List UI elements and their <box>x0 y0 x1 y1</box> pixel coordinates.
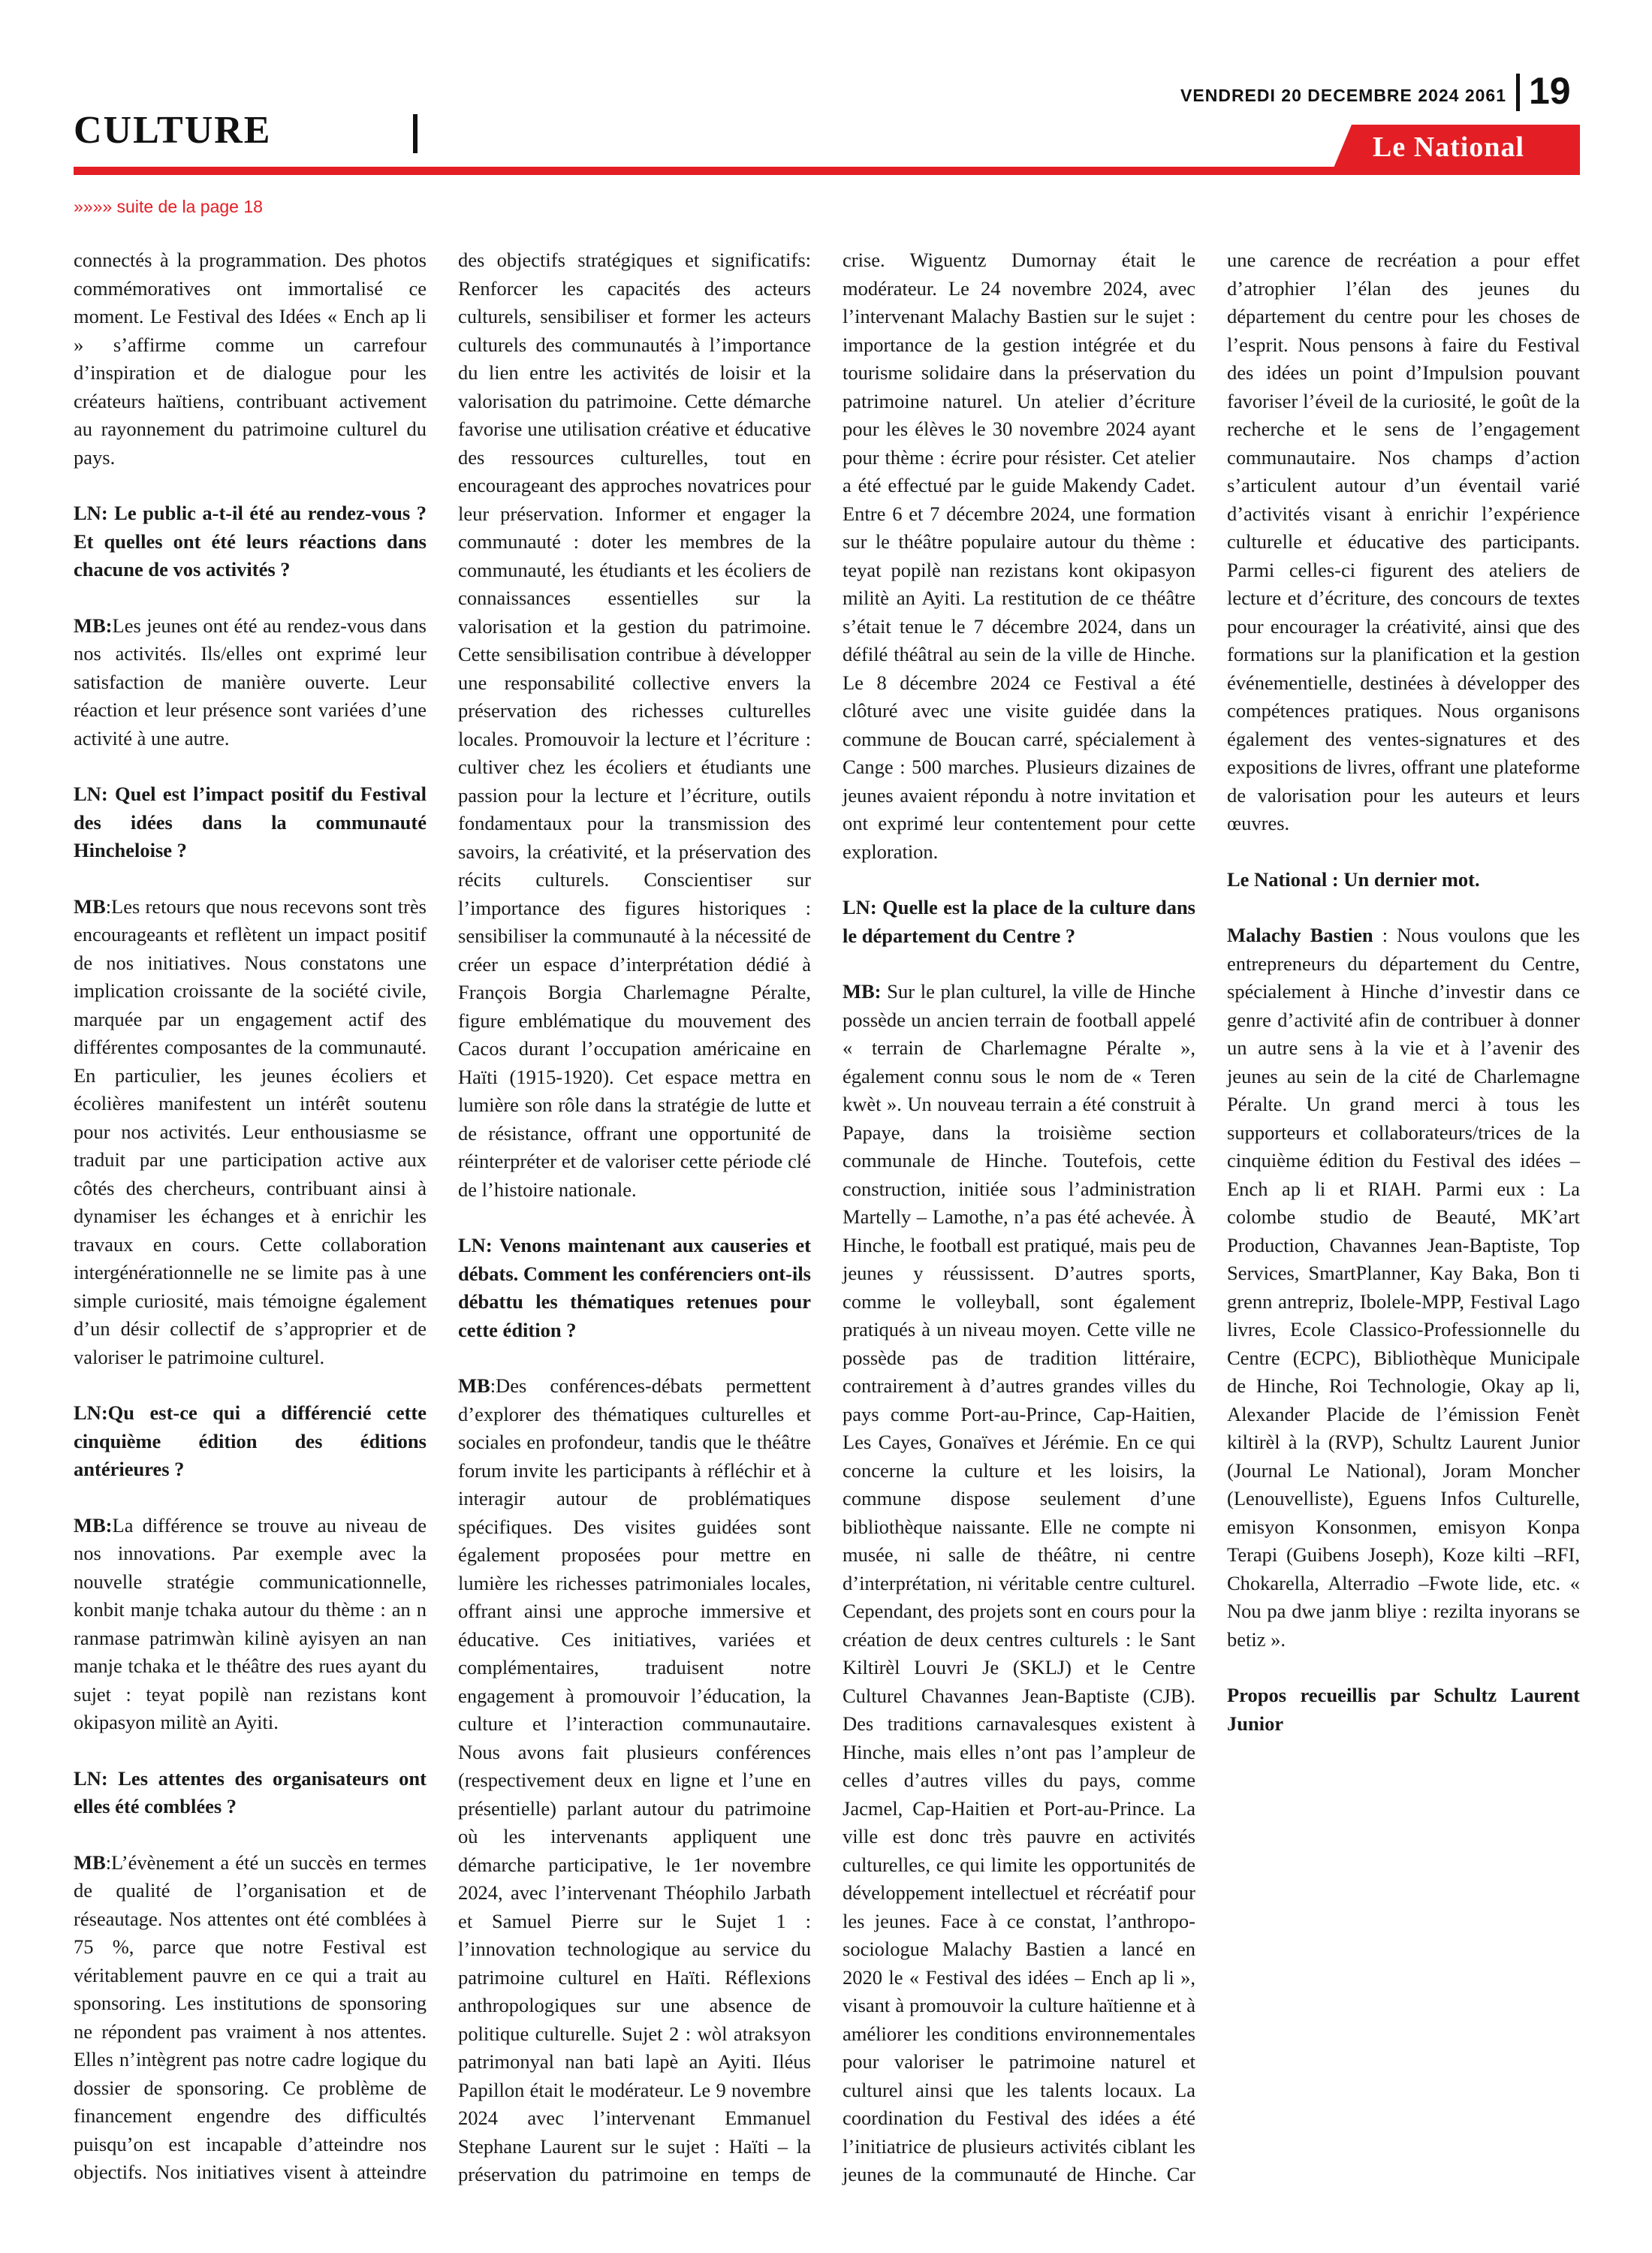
speaker-label: MB: <box>74 1513 113 1537</box>
page-header <box>0 0 1652 225</box>
speaker-label: MB <box>74 1850 106 1874</box>
answer-text: :Les retours que nous recevons sont très encourageants et reflètent un impact positif de nos initiatives. Nous constatons une implication croissante de la société civile, marquée par un engagement actif des différentes composantes de la communauté. En particulier, les jeunes écoliers et écolières manifestent un intérêt soutenu pour nos activités. Leur enthousiasme se traduit par une participation active aux côtés des chercheurs, contribuant ainsi à dynamiser les échanges et à enrichir les travaux en cours. Cette collaboration intergénérationnelle ne se limite pas à une simple curiosité, mais témoigne également d’un désir collectif de s’approprier et de valoriser le patrimoine culturel. <box>74 894 427 1368</box>
answer-text: : Nous voulons que les entrepreneurs du département du Centre, spécialement à Hinche d’investir dans ce genre d’activité afin de contribuer à donner un autre sens à la vie et à l’avenir des jeunes au sein de la cité de Charlemagne Péralte. Un grand merci à tous les supporteurs et collaborateurs/trices de la cinquième édition du Festival des idées –Ench ap li et RIAH. Parmi eux : La colombe studio de Beauté, MK’art Production, Chavannes Jean-Baptiste, Top Services, SmartPlanner, Kay Baka, Bon ti grenn antrepriz, Ibolele-MPP, Festival Lago livres, Ecole Classico-Professionnelle du Centre (ECPC), Bibliothèque Municipale de Hinche, Roi Technologie, Okay ap li, Alexander Placide de l’émission Fenèt kiltirèl à la (RVP), Schultz Laurent Junior (Journal Le National), Joram Moncher (Lenouvelliste), Eguens Infos Culturelle, emisyon Konsonmen, emisyon Konpa Terapi (Guibens Joseph), Koze kilti –RFI, Chokarella, Alterradio –Fwote lide, etc. « Nou pa dwe janm bliye : rezilta inyorans se betiz ». <box>1227 924 1580 1651</box>
article-intro: connectés à la programmation. Des photos commémoratives ont immortalisé ce moment. Le Festival des Idées « Ench ap li » s’affirme comme un carrefour d’inspiration et de dialogue pour les créateurs haïtiens, contribuant activement au rayonnement du patrimoine culturel du pays. <box>74 249 427 469</box>
article-body <box>74 246 1580 2214</box>
interview-answer <box>74 1512 427 1737</box>
page-number: 19 <box>1529 70 1571 112</box>
speaker-label: MB: <box>843 980 882 1003</box>
speaker-label: MB: <box>74 614 113 637</box>
speaker-label: MB <box>458 1374 490 1397</box>
speaker-label: Malachy Bastien <box>1227 924 1373 946</box>
answer-text: Sur le plan culturel, la ville de Hinche possède un ancien terrain de football appelé « terrain de Charlemagne Péralte », également connu sous le nom de « Teren kwèt ». Un nouveau terrain a été construit à Papaye, dans la troisième section communale de Hinche. Toutefois, cette construction, initiée sous l’administration Martelly – Lamothe, n’a pas été achevée. À Hinche, le football est pratiqué, mais peu de jeunes y réussissent. D’autres sports, comme le volleyball, sont également pratiqués à un niveau moyen. Cette ville ne possède pas de tradition littéraire, contrairement à d’autres grandes villes du pays comme Port-au-Prince, Cap-Haitien, Les Cayes, Gonaïves et Jérémie. En ce qui concerne la culture et les loisirs, la commune dispose seulement d’une bibliothèque naissante. Elle ne compte ni musée, ni salle de théâtre, ni centre d’interprétation, ni véritable centre culturel. Cependant, des projets sont en cours pour la création de deux centres culturels : le Sant Kiltirèl Louvri Je (SKLJ) et le Centre Culturel Chavannes Jean-Baptiste (CJB). Des traditions carnavalesques existent à Hinche, mais elles n’ont pas l’ampleur de celles d’autres villes du pays, comme Jacmel, Cap-Haitien et Port-au-Prince. La ville est donc très pauvre en activités culturelles, ce qui limite les opportunités de développement intellectuel et récréatif pour les jeunes. Face à ce constat, l’anthropo-sociologue Malachy Bastien a lancé en 2020 le « Festival des idées – Ench ap li », visant à promouvoir la culture haïtienne et à améliorer les conditions environnementales pour valoriser le patrimoine naturel et culturel ainsi que les talents locaux. La coordination du Festival des idées a été l’initiatrice de plusieurs activités ciblant les jeunes de la communauté de Hinche. Car une carence de recréation a pour effet d’atrophier l’élan des jeunes du département du centre pour les choses de l’esprit. Nous pensons à faire du Festival des idées un point d’Impulsion pouvant favoriser l’éveil de la curiosité, le goût de la recherche et le sens de l’engagement communautaire. Nos champs d’action s’articulent autour d’un éventail varié d’activités visant à enrichir l’expérience culturelle et éducative des participants. Parmi celles-ci figurent des ateliers de lecture et d’écriture, des concours de textes pour encourager la créativité, ainsi que des formations sur la planification et la gestion événementielle, destinées à développer des compétences pratiques. Nous organisons également des ventes-signatures et des expositions de livres, offrant une plateforme de valorisation pour les auteurs et leurs œuvres. <box>843 249 1580 2185</box>
interview-question: LN: Les attentes des organisateurs ont elles été comblées ? <box>74 1766 427 1817</box>
answer-text: La différence se trouve au niveau de nos innovations. Par exemple avec la nouvelle stratégie communicationnelle, konbit manje tchaka autour du thème : an n ranmase patrimwàn kilinè ayisyen an nan manje tchaka et le théâtre des rues ayant du sujet : teyat popilè nan rezistans kont okipasyon militè an Ayiti. <box>74 1513 427 1733</box>
interview-answer <box>74 893 427 1372</box>
interview-question: LN: Venons maintenant aux causeries et débats. Comment les conférenciers ont-ils débattu les thématiques retenues pour cette édition ? <box>458 1234 811 1341</box>
interview-question: LN: Quelle est la place de la culture dans le département du Centre ? <box>843 896 1195 947</box>
continued-from-link[interactable]: »»»» suite de la page 18 <box>74 197 263 216</box>
interview-answer <box>74 612 427 753</box>
answer-text: Les jeunes ont été au rendez-vous dans nos activités. Ils/elles ont exprimé leur satisfaction de manière ouverte. Leur réaction et leur présence sont variées d’une activité à une autre. <box>74 614 427 749</box>
page-number-divider <box>1516 74 1520 111</box>
issue-date-line: VENDREDI 20 DECEMBRE 2024 2061 <box>1180 86 1506 105</box>
speaker-label: MB <box>74 894 106 918</box>
title-divider <box>413 114 418 153</box>
interview-answer <box>1227 921 1580 1654</box>
interview-question: LN: Le public a-t-il été au rendez-vous ? Et quelles ont été leurs réactions dans chacune de vos activités ? <box>74 502 427 581</box>
interview-question: LN: Quel est l’impact positif du Festival des idées dans la communauté Hincheloise ? <box>74 783 427 861</box>
newspaper-name: Le National <box>1373 131 1525 163</box>
article-credit: Propos recueillis par Schultz Laurent Junior <box>1227 1684 1580 1735</box>
answer-text: :L’évènement a été un succès en termes de qualité de l’organisation et de réseautage. Nos attentes ont été comblées à 75 %, parce que notre Festival est véritablement pauvre en ce qui a trait au sponsoring. Les institutions de sponsoring ne répondent pas vraiment à nos attentes. Elles n’intègrent pas notre cadre logique du dossier de sponsoring. Ce problème de financement engendre des difficultés puisqu’on est incapable d’atteindre nos objectifs. Nos initiatives visent à atteindre des objectifs stratégiques et significatifs: Renforcer les capacités des acteurs culturels, sensibiliser et former les acteurs culturels des communautés à l’importance du lien entre les activités de loisir et la valorisation du patrimoine. Cette démarche favorise une utilisation créative et éducative des ressources culturelles, tout en encourageant des approches novatrices pour leur préservation. Informer et engager la communauté : doter les membres de la communauté, les étudiants et les écoliers de connaissances essentielles sur la valorisation et la gestion du patrimoine. Cette sensibilisation contribue à développer une responsabilité collective envers la préservation des richesses culturelles locales. Promouvoir la lecture et l’écriture : cultiver chez les écoliers et étudiants une passion pour la lecture et l’écriture, outils fondamentaux pour la transmission des savoirs, la créativité, et la préservation des récits culturels. Conscientiser sur l’importance des figures historiques : sensibiliser la communauté à la nécessité de créer un espace d’interprétation dédié à François Borgia Charlemagne Péralte, figure emblématique du mouvement des Cacos durant l’occupation américaine en Haïti (1915-1920). Cet espace mettra en lumière son rôle dans la stratégie de lutte et de résistance, offrant une opportunité de réinterpréter et de valoriser cette période clé de l’histoire nationale. <box>74 249 811 2183</box>
interview-question: Le National : Un dernier mot. <box>1227 867 1480 891</box>
answer-text: :Des conférences-débats permettent d’explorer des thématiques culturelles et sociales en profondeur, tandis que le théâtre forum invite les participants à réfléchir et à interagir autour de problématiques spécifiques. Des visites guidées sont également proposées pour mettre en lumière les richesses patrimoniales locales, offrant ainsi une approche immersive et éducative. Ces initiatives, variées et complémentaires, traduisent notre engagement à promouvoir l’éducation, la culture et l’interaction communautaire. Nous avons fait plusieurs conférences (respectivement deux en ligne et l’une en présentielle) parlant autour du patrimoine où les intervenants appliquent une démarche participative, le 1er novembre 2024, avec l’intervenant Théophilo Jarbath et Samuel Pierre sur le Sujet 1 : l’innovation technologique au service du patrimoine culturel en Haïti. Réflexions anthropologiques sur une absence de politique culturelle. Sujet 2 : wòl atraksyon patrimonyal nan bati lapè an Ayiti. Iléus Papillon était le modérateur. Le 9 novembre 2024 avec l’intervenant Emmanuel Stephane Laurent sur le sujet : Haïti – la préservation du patrimoine en temps de crise. Wiguentz Dumornay était le modérateur. Le 24 novembre 2024, avec l’intervenant Malachy Bastien sur le sujet : importance de la gestion intégrée et du tourisme solidaire dans la préservation du patrimoine naturel. Un atelier d’écriture pour les élèves le 30 novembre 2024 ayant pour thème : écrire pour résister. Cet atelier a été effectué par le guide Makendy Cadet. Entre 6 et 7 décembre 2024, une formation sur le théâtre populaire autour du thème : teyat popilè nan rezistans kont okipasyon militè an Ayiti. La restitution de ce théâtre s’était tenue le 7 décembre 2024, dans un défilé théâtral au sein de la ville de Hinche. Le 8 décembre 2024 ce Festival a été clôturé avec une visite guidée dans la commune de Boucan carré, spécialement à Cange : 500 marches. Plusieurs dizaines de jeunes avaient répondu à notre invitation et ont exprimé leur contentement pour cette exploration. <box>458 249 1195 2185</box>
interview-question: LN:Qu est-ce qui a différencié cette cinquième édition des éditions antérieures ? <box>74 1401 427 1480</box>
section-title: CULTURE <box>74 109 272 152</box>
